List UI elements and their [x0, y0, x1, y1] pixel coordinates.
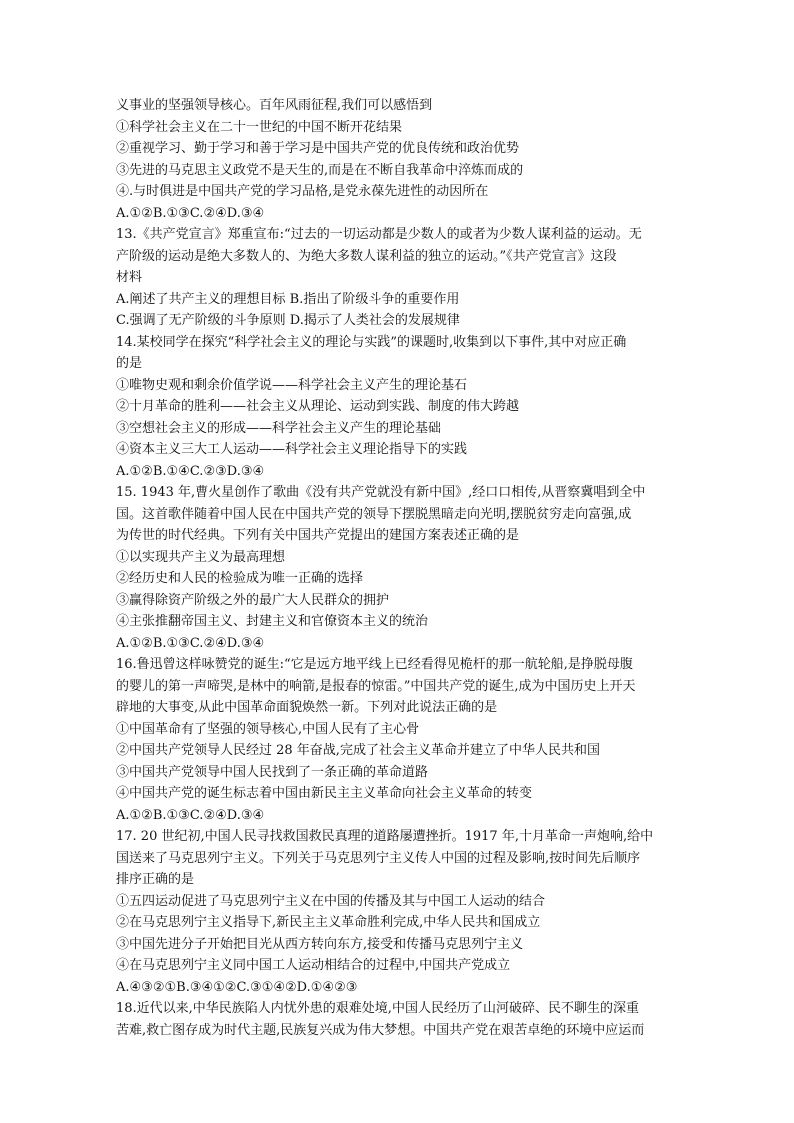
text-line: 苦难,救亡图存成为时代主题,民族复兴成为伟大梦想。中国共产党在艰苦卓绝的环境中应运而: [116, 1022, 645, 1038]
text-line: ③空想社会主义的形成——科学社会主义产生的理论基础: [116, 420, 442, 436]
text-line: ①中国革命有了坚强的领导核心,中国人民有了主心骨: [116, 721, 420, 737]
text-line: 15. 1943 年,曹火星创作了歌曲《没有共产党就没有新中国》,经口口相传,从晋察冀唱到全中: [116, 485, 646, 500]
text-line: ④.与时俱进是中国共产党的学习品格,是党永葆先进性的动因所在: [116, 184, 489, 199]
text-line: 产阶级的运动是绝大多数人的、为绝大多数人谋利益的独立的运动。”《共产党宣言》这段: [116, 248, 617, 264]
text-line: 辟地的大事变,从此中国革命面貌焕然一新。下列对此说法正确的是: [116, 700, 498, 715]
text-line: 国送来了马克思列宁主义。下列关于马克思列宁主义传人中国的过程及影响,按时间先后顺序: [116, 850, 641, 866]
text-line: 17. 20 世纪初,中国人民寻找救国救民真理的道路屡遭挫折。1917 年,十月革命一声炮响,给中: [116, 829, 654, 844]
text-line: ①唯物史观和剩余价值学说——科学社会主义产生的理论基石: [116, 377, 468, 393]
text-line: ①科学社会主义在二十一世纪的中国不断开花结果: [116, 119, 403, 135]
document-body: [116, 95, 686, 1041]
text-line: ③中国共产党领导中国人民找到了一条正确的革命道路: [116, 764, 429, 780]
text-line: 的婴儿的第一声啼哭,是林中的响箭,是报春的惊雷。”中国共产党的诞生,成为中国历史上开天: [116, 678, 636, 694]
text-line: ④主张推翻帝国主义、封建主义和官僚资本主义的统治: [116, 614, 429, 629]
text-line: 18.近代以来,中华民族陷人内忧外患的艰难处境,中国人民经历了山河破碎、民不聊生的深重: [116, 1001, 639, 1016]
text-line: 14.某校同学在探究“科学社会主义的理论与实践”的课题时,收集到以下事件,其中对应正确: [116, 334, 627, 350]
text-line: ②中国共产党领导人民经过 28 年奋战,完成了社会主义革命并建立了中华人民共和国: [116, 743, 600, 758]
text-line: 排序正确的是: [116, 872, 195, 887]
text-line: ④在马克思列宁主义同中国工人运动相结合的过程中,中国共产党成立: [116, 958, 511, 973]
text-line: 材料: [116, 270, 143, 285]
text-line: A.④③②①B.③④①②C.③①④②D.①④②③: [116, 979, 358, 995]
text-line: 的是: [116, 356, 143, 371]
text-line: A.①②B.①③C.②④D.③④: [116, 635, 265, 651]
text-line: A.阐述了共产主义的理想目标 B.指出了阶级斗争的重要作用: [116, 291, 460, 307]
text-line: 为传世的时代经典。下列有关中国共产党提出的建国方案表述正确的是: [116, 528, 520, 543]
text-line: ③中国先进分子开始把目光从西方转向东方,接受和传播马克思列宁主义: [116, 936, 524, 952]
text-line: ①以实现共产主义为最高理想: [116, 549, 286, 565]
text-line: 义事业的坚强领导核心。百年风雨征程,我们可以感悟到: [116, 98, 433, 113]
text-line: A.①②B.①③C.②④D.③④: [116, 807, 265, 823]
text-line: ②在马克思列宁主义指导下,新民主主义革命胜利完成,中华人民共和国成立: [116, 915, 541, 930]
text-line: 16.鲁迅曾这样咏赞党的诞生:“它是远方地平线上已经看得见桅杆的那一航轮船,是挣脱母腹: [116, 657, 633, 672]
text-line: A.①②B.①③C.②④D.③④: [116, 205, 265, 221]
text-line: ②十月革命的胜利——社会主义从理论、运动到实践、制度的伟大跨越: [116, 399, 520, 414]
text-line: C.强调了无产阶级的斗争原则 D.揭示了人类社会的发展规律: [116, 313, 460, 328]
text-line: ④中国共产党的诞生标志着中国由新民主主义革命向社会主义革命的转变: [116, 786, 533, 801]
text-line: ③赢得除资产阶级之外的最广大人民群众的拥护: [116, 592, 390, 608]
text-line: ②重视学习、勤于学习和善于学习是中国共产党的优良传统和政治优势: [116, 141, 520, 156]
text-line: A.①②B.①④C.②③D.③④: [116, 463, 265, 479]
text-line: ②经历史和人民的检验成为唯一正确的选择: [116, 571, 364, 586]
text-line: 国。这首歌伴随着中国人民在中国共产党的领导下摆脱黑暗走向光明,摆脱贫穷走向富强,成: [116, 506, 632, 522]
text-line: ③先进的马克思主义政党不是天生的,而是在不断自我革命中淬炼而成的: [116, 162, 524, 178]
text-line: ④资本主义三大工人运动——科学社会主义理论指导下的实践: [116, 442, 468, 457]
text-line: 13.《共产党宣言》郑重宣布:“过去的一切运动都是少数人的或者为少数人谋利益的运动。无: [116, 227, 642, 242]
text-line: ①五四运动促进了马克思列宁主义在中国的传播及其与中国工人运动的结合: [116, 893, 546, 909]
